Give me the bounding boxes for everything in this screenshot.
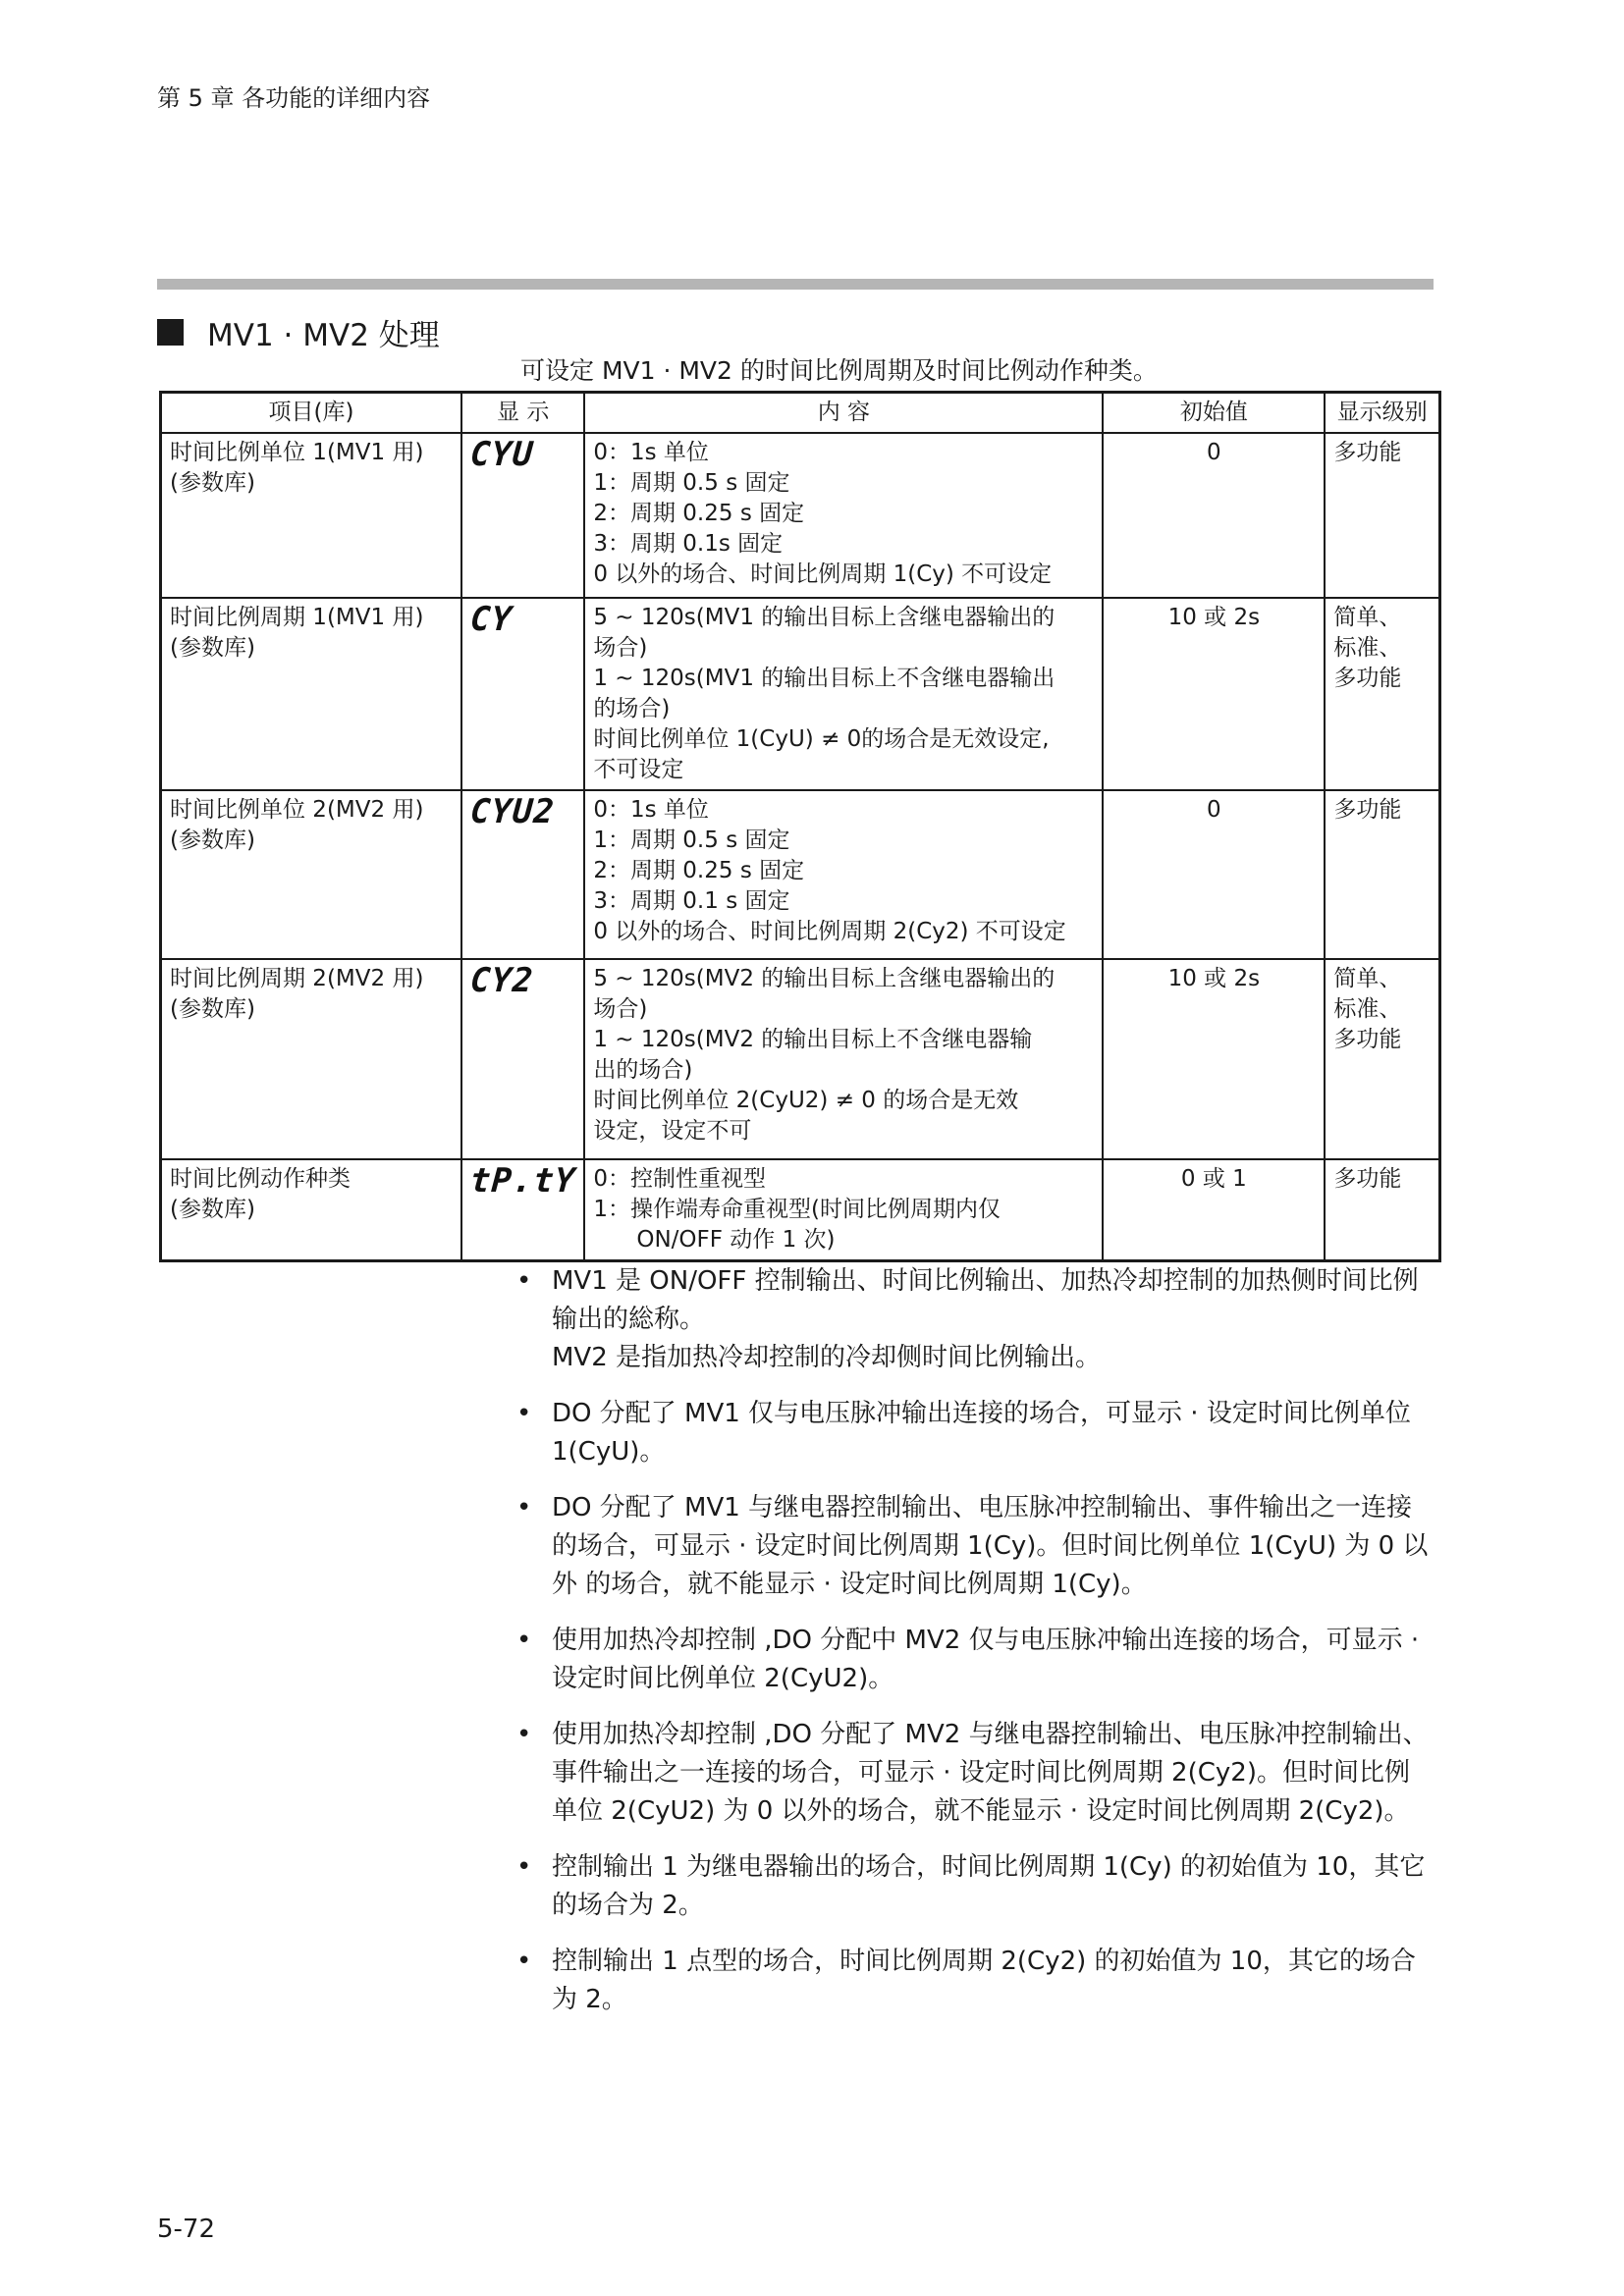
content-line: 出的场合) [593, 1057, 693, 1083]
seven-segment-display: tP.tY [468, 1161, 577, 1201]
bullet-icon: • [516, 1852, 532, 1882]
heading-square-icon [157, 319, 184, 346]
seven-segment-display: CY2 [468, 961, 535, 1000]
cell-display-level [1325, 790, 1439, 959]
table-row [161, 790, 1440, 959]
column-header-level: 显示级别 [1325, 393, 1439, 434]
content-line: ON/OFF 动作 1 次) [636, 1227, 836, 1253]
content-line: 设定，设定不可 [593, 1118, 752, 1144]
column-header-content: 内 容 [584, 393, 1103, 434]
table-body [161, 433, 1440, 1261]
cell-item [161, 959, 462, 1159]
note-text: MV1 是 ON/OFF 控制输出、时间比例输出、加热冷却控制的加热侧时间比例输出的総称。 [552, 1266, 1419, 1334]
cell-display-level [1325, 1159, 1439, 1261]
cell-item [161, 1159, 462, 1261]
cell-display [461, 790, 584, 959]
note-item [511, 1622, 1434, 1698]
section-title: MV1 · MV2 处理 [207, 318, 440, 353]
column-header-initial: 初始值 [1103, 393, 1325, 434]
cell-content [584, 959, 1103, 1159]
content-line: 3：周期 0.1s 固定 [593, 531, 784, 557]
content-line: 2：周期 0.25 s 固定 [593, 858, 805, 883]
content-line: 1 ~ 120s(MV1 的输出目标上不含继电器输出 [593, 666, 1056, 691]
level-line: 简单、 [1333, 605, 1402, 630]
item-line: (参数库) [170, 828, 255, 853]
seven-segment-display: CYU2 [468, 792, 557, 831]
content-line: 场合) [593, 996, 648, 1022]
level-line: 标准、 [1333, 635, 1402, 661]
note-text: 控制输出 1 为继电器输出的场合，时间比例周期 1(Cy) 的初始值为 10，其它的场合为 2。 [552, 1852, 1426, 1920]
cell-initial-value: 0 或 1 [1103, 1159, 1325, 1261]
item-line: 时间比例动作种类 [170, 1166, 351, 1192]
note-text: 使用加热冷却控制 ,DO 分配了 MV2 与继电器控制输出、电压脉冲控制输出、事件输出之一连接的场合，可显示 · 设定时间比例周期 2(Cy2)。但时间比例 单位 2(CyU2) 为 0 以外的场合，就不能显示 · 设定时间比例周期 2(Cy2)。 [552, 1720, 1429, 1826]
cell-display [461, 959, 584, 1159]
item-line: (参数库) [170, 635, 255, 661]
content-line: 场合) [593, 635, 648, 661]
content-line: 不可设定 [593, 757, 684, 782]
bullet-icon: • [516, 1626, 532, 1655]
cell-display [461, 598, 584, 790]
parameter-table [159, 391, 1441, 1262]
level-line: 标准、 [1333, 996, 1402, 1022]
cell-item [161, 790, 462, 959]
content-line: 5 ~ 120s(MV1 的输出目标上含继电器输出的 [593, 605, 1056, 630]
cell-item [161, 598, 462, 790]
level-line: 多功能 [1333, 440, 1402, 465]
table-header-row [161, 393, 1440, 434]
note-item [511, 1716, 1434, 1831]
notes-list [511, 1262, 1434, 2037]
bullet-icon: • [516, 1720, 532, 1749]
item-line: 时间比例单位 2(MV2 用) [170, 797, 424, 823]
content-line: 0：控制性重视型 [593, 1166, 766, 1192]
cell-display [461, 1159, 584, 1261]
cell-display [461, 433, 584, 598]
content-line: 1：周期 0.5 s 固定 [593, 828, 790, 853]
cell-display-level [1325, 433, 1439, 598]
content-line: 的场合) [593, 696, 671, 721]
level-line: 多功能 [1333, 1166, 1402, 1192]
cell-content [584, 598, 1103, 790]
level-line: 简单、 [1333, 966, 1402, 991]
item-line: 时间比例周期 2(MV2 用) [170, 966, 424, 991]
cell-display-level [1325, 959, 1439, 1159]
seven-segment-display: CYU [468, 435, 535, 474]
item-line: (参数库) [170, 470, 255, 496]
note-item [511, 1395, 1434, 1471]
content-line: 1：周期 0.5 s 固定 [593, 470, 790, 496]
content-line: 0：1s 单位 [593, 797, 709, 823]
item-line: (参数库) [170, 996, 255, 1022]
bullet-icon: • [516, 1266, 532, 1296]
cell-content [584, 1159, 1103, 1261]
table-row [161, 959, 1440, 1159]
item-line: 时间比例周期 1(MV1 用) [170, 605, 424, 630]
content-line: 1 ~ 120s(MV2 的输出目标上不含继电器输 [593, 1027, 1033, 1052]
cell-initial-value: 0 [1103, 433, 1325, 598]
content-line: 0 以外的场合、时间比例周期 2(Cy2) 不可设定 [593, 919, 1066, 944]
cell-content [584, 790, 1103, 959]
section-heading [157, 310, 440, 354]
note-text: 控制输出 1 点型的场合，时间比例周期 2(Cy2) 的初始值为 10，其它的场合为 2。 [552, 1947, 1416, 2014]
note-item [511, 1489, 1434, 1604]
cell-initial-value: 10 或 2s [1103, 598, 1325, 790]
cell-content [584, 433, 1103, 598]
bullet-icon: • [516, 1493, 532, 1522]
content-line: 2：周期 0.25 s 固定 [593, 501, 805, 526]
section-divider [157, 279, 1434, 290]
content-line: 3：周期 0.1 s 固定 [593, 888, 790, 914]
cell-initial-value: 10 或 2s [1103, 959, 1325, 1159]
content-line: 时间比例单位 1(CyU) ≠ 0的场合是无效设定, [593, 726, 1050, 752]
bullet-icon: • [516, 1399, 532, 1428]
section-intro: 可设定 MV1 · MV2 的时间比例周期及时间比例动作种类。 [520, 356, 1158, 385]
seven-segment-display: CY [468, 600, 514, 639]
cell-item [161, 433, 462, 598]
column-header-display: 显 示 [461, 393, 584, 434]
level-line: 多功能 [1333, 666, 1402, 691]
content-line: 0 以外的场合、时间比例周期 1(Cy) 不可设定 [593, 561, 1053, 587]
column-header-item: 项目(库) [161, 393, 462, 434]
table-row [161, 1159, 1440, 1261]
content-line: 0：1s 单位 [593, 440, 709, 465]
note-subtext: MV2 是指加热冷却控制的冷却侧时间比例输出。 [552, 1343, 1102, 1372]
note-item [511, 1262, 1434, 1377]
page-number: 5-72 [157, 2215, 216, 2244]
cell-display-level [1325, 598, 1439, 790]
note-item [511, 1848, 1434, 1925]
note-text: DO 分配了 MV1 仅与电压脉冲输出连接的场合，可显示 · 设定时间比例单位 1(CyU)。 [552, 1399, 1411, 1467]
note-item [511, 1943, 1434, 2019]
level-line: 多功能 [1333, 1027, 1402, 1052]
cell-initial-value: 0 [1103, 790, 1325, 959]
bullet-icon: • [516, 1947, 532, 1976]
table-row [161, 433, 1440, 598]
level-line: 多功能 [1333, 797, 1402, 823]
note-text: DO 分配了 MV1 与继电器控制输出、电压脉冲控制输出、事件输出之一连接 的场合，可显示 · 设定时间比例周期 1(Cy)。但时间比例单位 1(CyU) 为 0 以外 的场合，就不能显示 · 设定时间比例周期 1(Cy)。 [552, 1493, 1429, 1599]
content-line: 5 ~ 120s(MV2 的输出目标上含继电器输出的 [593, 966, 1056, 991]
chapter-header: 第 5 章 各功能的详细内容 [157, 84, 431, 112]
content-line: 1：操作端寿命重视型(时间比例周期内仅 [593, 1197, 1001, 1222]
content-line: 时间比例单位 2(CyU2) ≠ 0 的场合是无效 [593, 1088, 1019, 1113]
item-line: 时间比例单位 1(MV1 用) [170, 440, 424, 465]
item-line: (参数库) [170, 1197, 255, 1222]
table-row [161, 598, 1440, 790]
note-text: 使用加热冷却控制 ,DO 分配中 MV2 仅与电压脉冲输出连接的场合，可显示 · 设定时间比例单位 2(CyU2)。 [552, 1626, 1420, 1693]
